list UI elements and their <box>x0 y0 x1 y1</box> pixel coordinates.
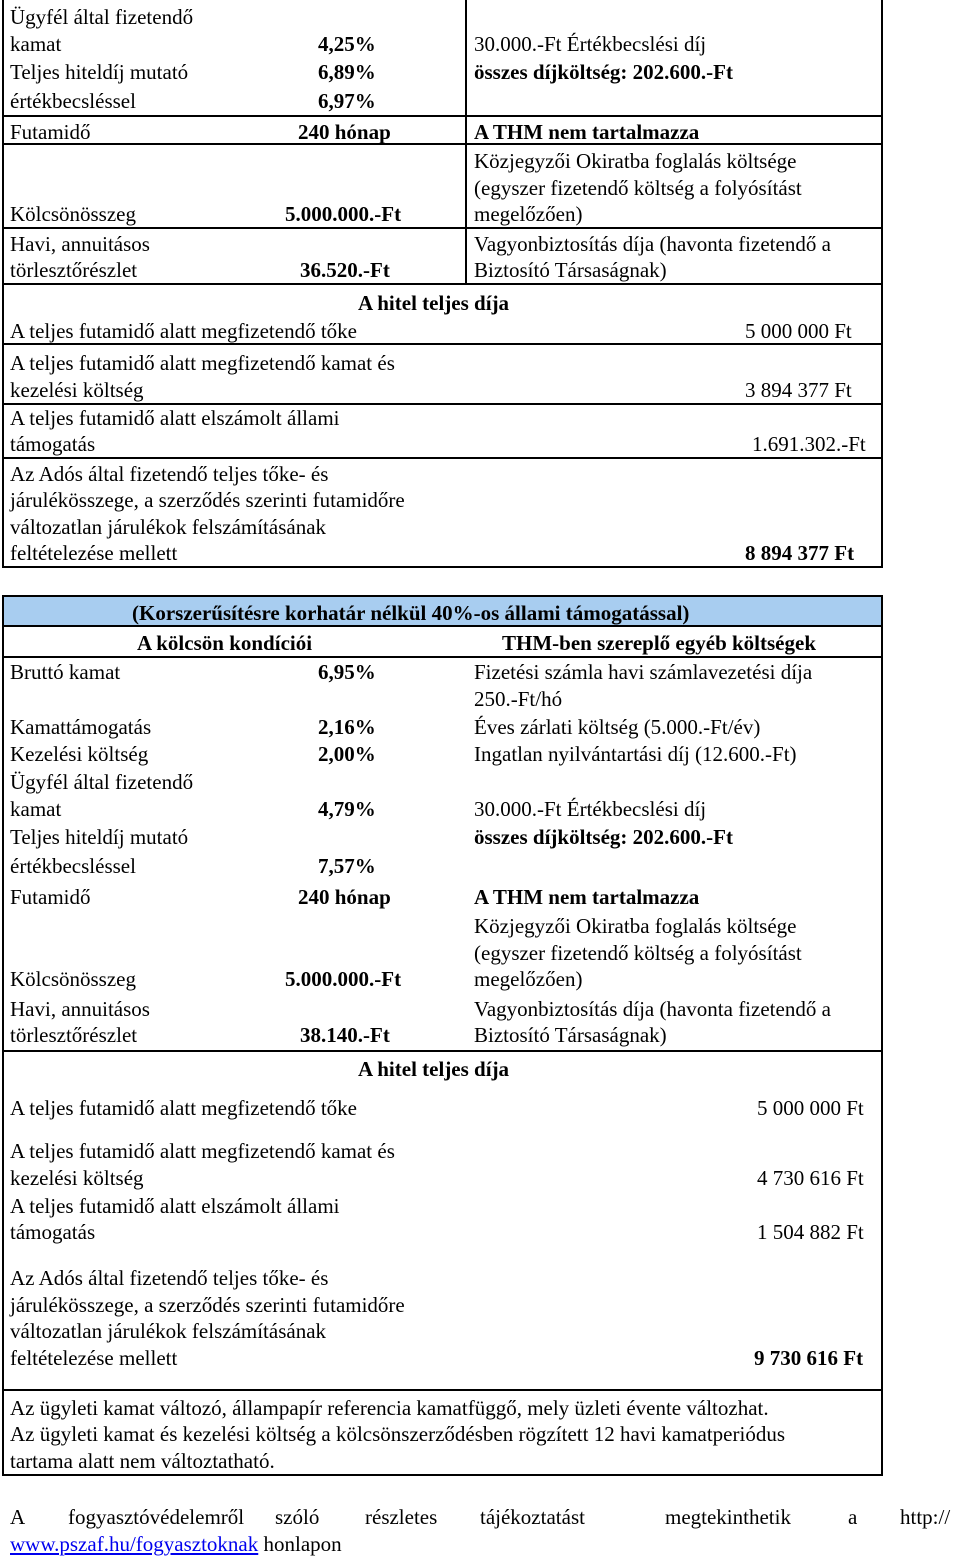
thm-valuation-label: értékbecsléssel <box>10 854 136 878</box>
subsidy-rate-label: Kamattámogatás <box>10 715 152 739</box>
insurance-cost-2: Biztosító Társaságnak) <box>474 258 667 282</box>
total-label-3: változatlan járulékok felszámításának <box>10 515 327 539</box>
subsidy-value: 1 504 882 Ft <box>757 1220 864 1244</box>
footer-word: szóló <box>275 1505 320 1529</box>
interest-value: 4 730 616 Ft <box>757 1166 864 1190</box>
note-line-1: Az ügyleti kamat változó, állampapír referencia kamatfüggő, mely üzleti évente változhat. <box>10 1396 769 1420</box>
loan-value: 5.000.000.-Ft <box>285 967 402 991</box>
footer-word: a <box>848 1505 858 1529</box>
footer-word: tájékoztatást <box>480 1505 585 1529</box>
excluded-header: A THM nem tartalmazza <box>474 120 700 144</box>
thm-value: 6,89% <box>318 60 376 84</box>
client-rate-value: 4,25% <box>318 32 376 56</box>
valuation-fee: 30.000.-Ft Értékbecslési díj <box>474 797 707 821</box>
subsidy-value: 1.691.302.-Ft <box>752 432 866 456</box>
loan-value: 5.000.000.-Ft <box>285 202 402 226</box>
thm-label: Teljes hiteldíj mutató <box>10 825 189 849</box>
client-rate-label-2: kamat <box>10 797 62 821</box>
principal-label: A teljes futamidő alatt megfizetendő tőke <box>10 319 357 343</box>
subsidy-rate-value: 2,16% <box>318 715 376 739</box>
term-value: 240 hónap <box>298 885 391 909</box>
subsidy-label-2: támogatás <box>10 1220 96 1244</box>
pszaf-link[interactable]: www.pszaf.hu/fogyasztoknak <box>10 1532 259 1556</box>
term-label: Futamidő <box>10 885 91 909</box>
thm-valuation-label: értékbecsléssel <box>10 89 136 113</box>
total-label: Az Adós által fizetendő teljes tőke- és <box>10 462 329 486</box>
annual-fee: Éves zárlati költség (5.000.-Ft/év) <box>474 715 761 739</box>
client-rate-value: 4,79% <box>318 797 376 821</box>
interest-label: A teljes futamidő alatt megfizetendő kamat és <box>10 351 395 375</box>
total-label-3: változatlan járulékok felszámításának <box>10 1319 327 1343</box>
term-label: Futamidő <box>10 120 91 144</box>
principal-value: 5 000 000 Ft <box>745 319 852 343</box>
notary-cost: Közjegyzői Okiratba foglalás költsége <box>474 149 797 173</box>
client-rate-label-2: kamat <box>10 32 62 56</box>
client-rate-label: Ügyfél által fizetendő <box>10 770 194 794</box>
total-label-2: járulékösszege, a szerződés szerinti futamidőre <box>10 488 405 512</box>
subsidy-label: A teljes futamidő alatt elszámolt állami <box>10 406 340 430</box>
interest-value: 3 894 377 Ft <box>745 378 852 402</box>
term-value: 240 hónap <box>298 120 391 144</box>
registry-fee: Ingatlan nyilvántartási díj (12.600.-Ft) <box>474 742 797 766</box>
footer-word: http:// <box>900 1505 951 1529</box>
footer-word: fogyasztóvédelemről <box>68 1505 245 1529</box>
footer-word: A <box>10 1505 26 1529</box>
installment-label: Havi, annuitásos <box>10 997 150 1021</box>
note-line-2: Az ügyleti kamat és kezelési költség a kölcsönszerződésben rögzített 12 havi kamatperiódus <box>10 1422 786 1446</box>
total-label: Az Adós által fizetendő teljes tőke- és <box>10 1266 329 1290</box>
table-2-title: (Korszerűsítésre korhatár nélkül 40%-os állami támogatással) <box>132 601 690 625</box>
account-fee-2: 250.-Ft/hó <box>474 687 563 711</box>
footer-word: megtekinthetik <box>665 1505 791 1529</box>
gross-rate-label: Bruttó kamat <box>10 660 121 684</box>
total-label-2: járulékösszege, a szerződés szerinti futamidőre <box>10 1293 405 1317</box>
notary-cost-3: megelőzően) <box>474 202 583 226</box>
interest-label: A teljes futamidő alatt megfizetendő kamat és <box>10 1139 395 1163</box>
interest-label-2: kezelési költség <box>10 378 144 402</box>
insurance-cost: Vagyonbiztosítás díja (havonta fizetendő a <box>474 232 831 256</box>
notary-cost: Közjegyzői Okiratba foglalás költsége <box>474 914 797 938</box>
principal-value: 5 000 000 Ft <box>757 1096 864 1120</box>
excluded-header: A THM nem tartalmazza <box>474 885 700 909</box>
footer-suffix: honlapon <box>263 1532 342 1556</box>
total-label-4: feltételezése mellett <box>10 541 178 565</box>
footer-line-2 <box>10 1531 342 1557</box>
installment-label: Havi, annuitásos <box>10 232 150 256</box>
total-cost-header: A hitel teljes díja <box>358 1057 510 1081</box>
total-value: 8 894 377 Ft <box>745 541 855 565</box>
installment-label-2: törlesztőrészlet <box>10 258 138 282</box>
client-rate-label: Ügyfél által fizetendő <box>10 5 194 29</box>
handling-value: 2,00% <box>318 742 376 766</box>
note-line-3: tartama alatt nem változtatható. <box>10 1449 275 1473</box>
valuation-fee: 30.000.-Ft Értékbecslési díj <box>474 32 707 56</box>
loan-label: Kölcsönösszeg <box>10 202 136 226</box>
fees-total: összes díjköltség: 202.600.-Ft <box>474 825 733 849</box>
gross-rate-value: 6,95% <box>318 660 376 684</box>
loan-label: Kölcsönösszeg <box>10 967 136 991</box>
subsidy-label-2: támogatás <box>10 432 96 456</box>
account-fee: Fizetési számla havi számlavezetési díja <box>474 660 813 684</box>
notary-cost-3: megelőzően) <box>474 967 583 991</box>
thm-label: Teljes hiteldíj mutató <box>10 60 189 84</box>
interest-label-2: kezelési költség <box>10 1166 144 1190</box>
installment-value: 38.140.-Ft <box>300 1023 390 1047</box>
total-label-4: feltételezése mellett <box>10 1346 178 1370</box>
fees-total: összes díjköltség: 202.600.-Ft <box>474 60 733 84</box>
footer-word: részletes <box>365 1505 438 1529</box>
installment-value: 36.520.-Ft <box>300 258 390 282</box>
insurance-cost-2: Biztosító Társaságnak) <box>474 1023 667 1047</box>
subsidy-label: A teljes futamidő alatt elszámolt állami <box>10 1194 340 1218</box>
principal-label: A teljes futamidő alatt megfizetendő tőke <box>10 1096 357 1120</box>
notary-cost-2: (egyszer fizetendő költség a folyósítást <box>474 941 802 965</box>
total-value: 9 730 616 Ft <box>754 1346 864 1370</box>
total-cost-header: A hitel teljes díja <box>358 291 510 315</box>
installment-label-2: törlesztőrészlet <box>10 1023 138 1047</box>
col-header-conditions: A kölcsön kondíciói <box>137 631 313 655</box>
thm-valuation-value: 6,97% <box>318 89 376 113</box>
thm-valuation-value: 7,57% <box>318 854 376 878</box>
col-header-other-costs: THM-ben szereplő egyéb költségek <box>502 631 816 655</box>
notary-cost-2: (egyszer fizetendő költség a folyósítást <box>474 176 802 200</box>
handling-label: Kezelési költség <box>10 742 149 766</box>
insurance-cost: Vagyonbiztosítás díja (havonta fizetendő a <box>474 997 831 1021</box>
